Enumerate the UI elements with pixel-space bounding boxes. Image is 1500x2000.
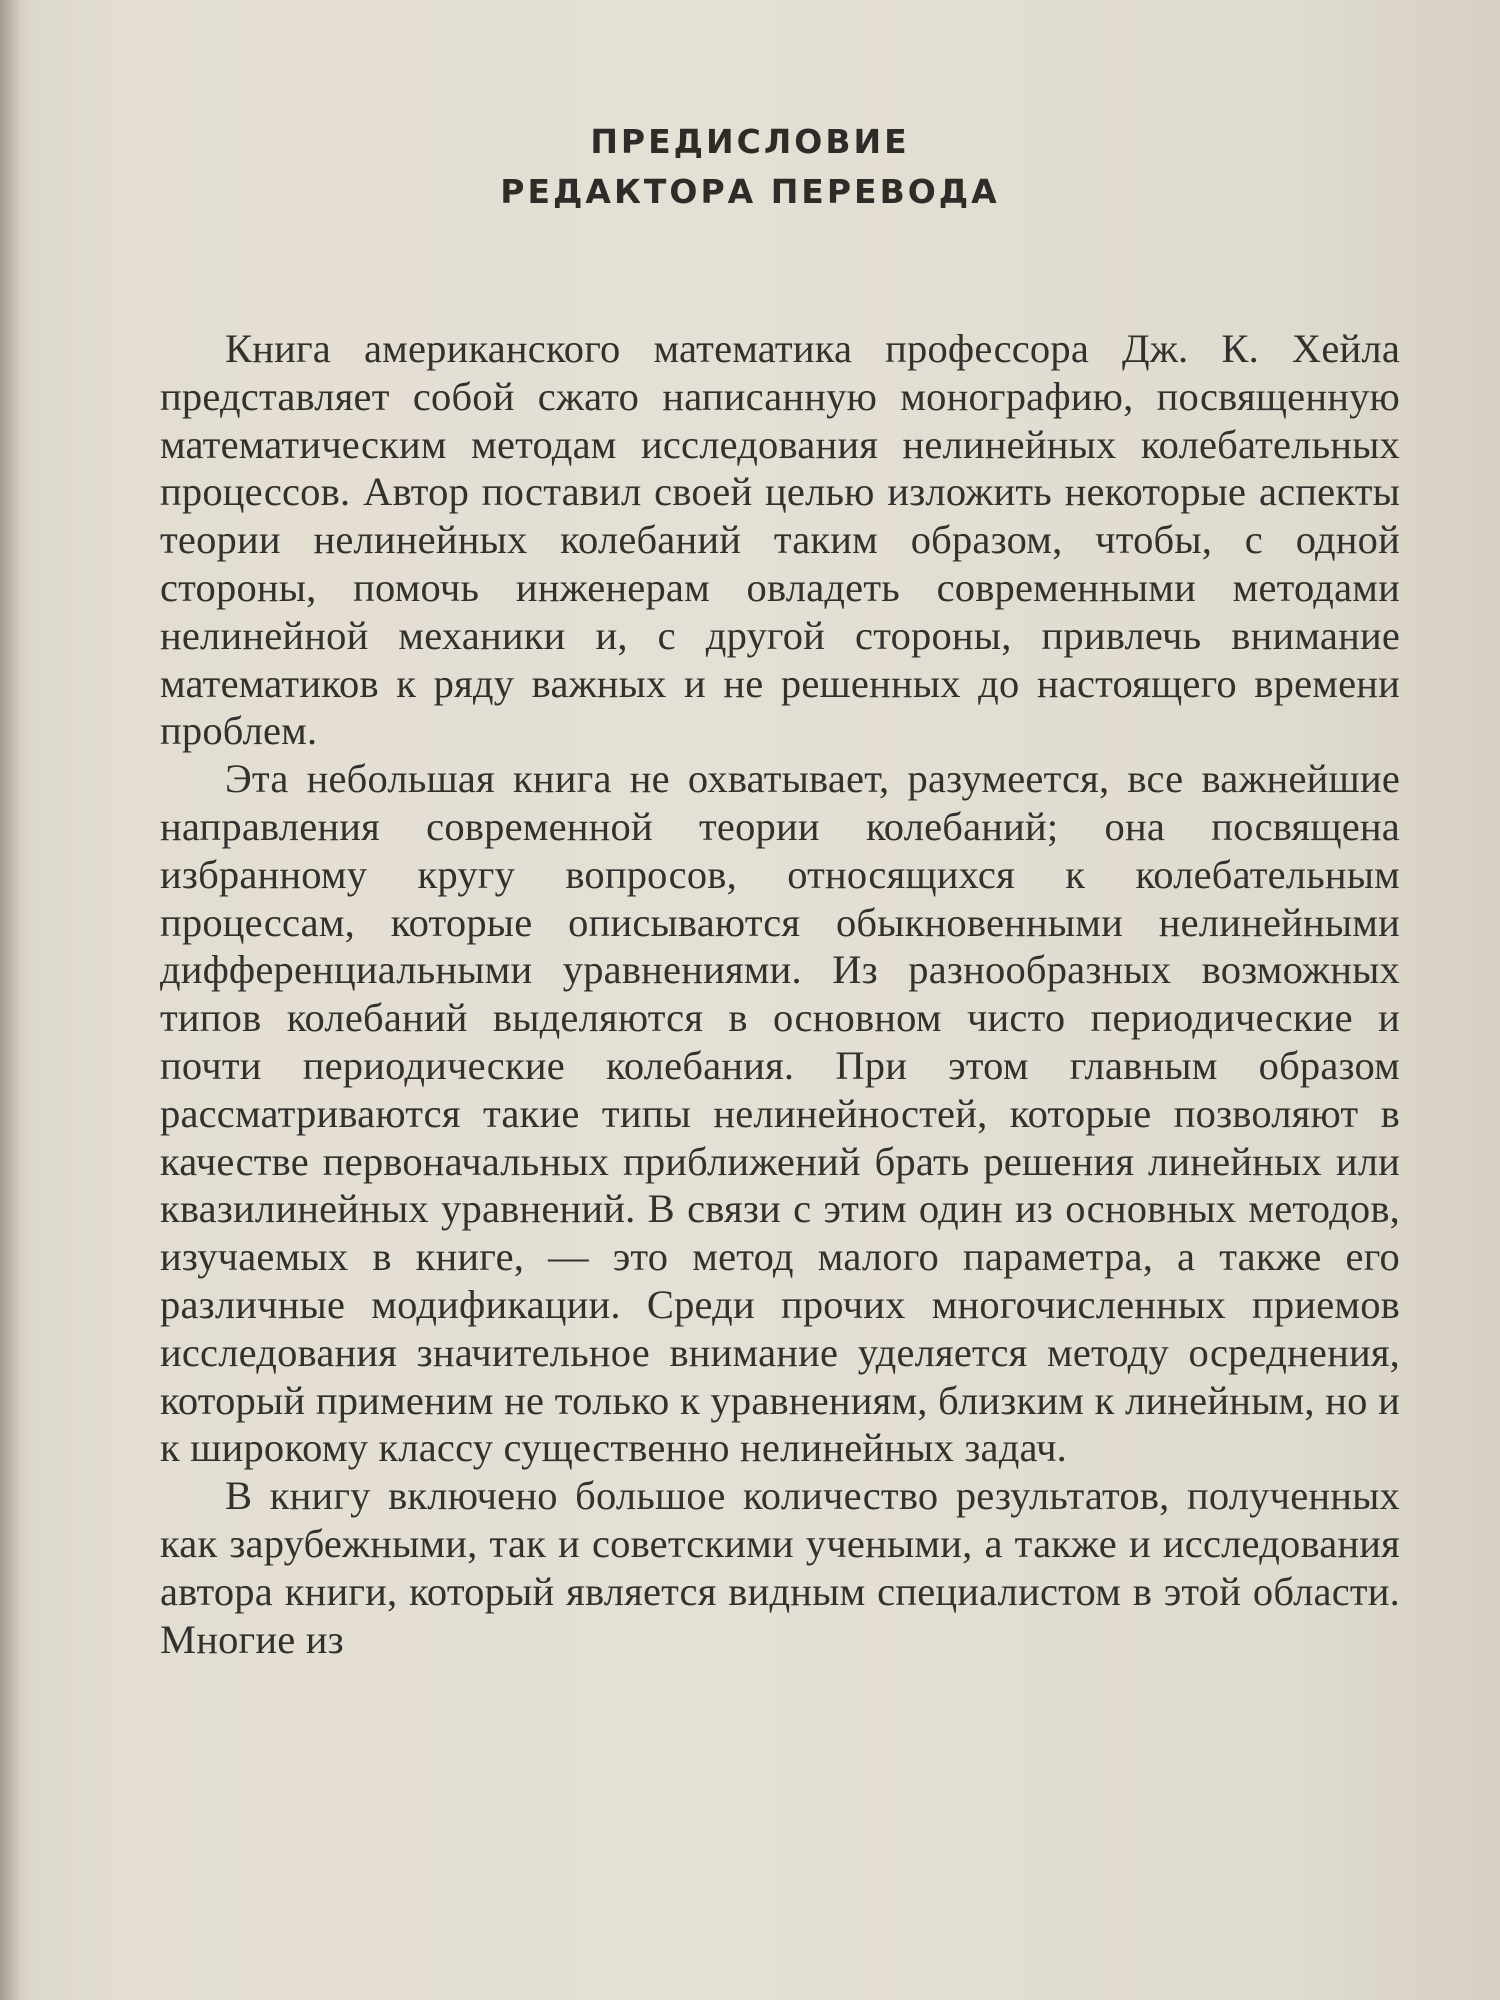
paragraph-3: В книгу включено большое количество результатов, полученных как зарубежными, так и советскими учеными, а также и исследования автора книги, который является видным специалистом в этой области. Многие из [160,1473,1400,1662]
page-binding-edge [0,0,18,2000]
section-heading-line-1: ПРЕДИСЛОВИЕ [590,122,910,161]
section-heading-line-2: РЕДАКТОРА ПЕРЕВОДА [500,172,1000,211]
paragraph-2: Эта небольшая книга не охватывает, разумеется, все важнейшие направления современной теории колебаний; она посвящена избранному кругу вопросов, относящихся к колебательным процессам, которые описываются обыкновенными нелинейными дифференциальными уравнениями. Из разнообразных возможных типов колебаний выделяются в основном чисто периодические и почти периодические колебания. При этом главным образом рассматриваются такие типы нелинейностей, которые позволяют в качестве первоначальных приближений брать решения линейных или квазилинейных уравнений. В связи с этим один из основных методов, изучаемых в книге, — это метод малого параметра, а также его различные модификации. Среди прочих многочисленных приемов исследования значительное внимание уделяется методу осреднения, который применим не только к уравнениям, близким к линейным, но и к широкому классу существенно нелинейных задач. [160,756,1400,1471]
body-text [160,325,1400,1663]
paragraph-1: Книга американского математика профессора Дж. К. Хейла представляет собой сжато написанную монографию, посвященную математическим методам исследования нелинейных колебательных процессов. Автор поставил своей целью изложить некоторые аспекты теории нелинейных колебаний таким образом, чтобы, с одной стороны, помочь инженерам овладеть современными методами нелинейной механики и, с другой стороны, привлечь внимание математиков к ряду важных и не решенных до настоящего времени проблем. [160,326,1400,754]
